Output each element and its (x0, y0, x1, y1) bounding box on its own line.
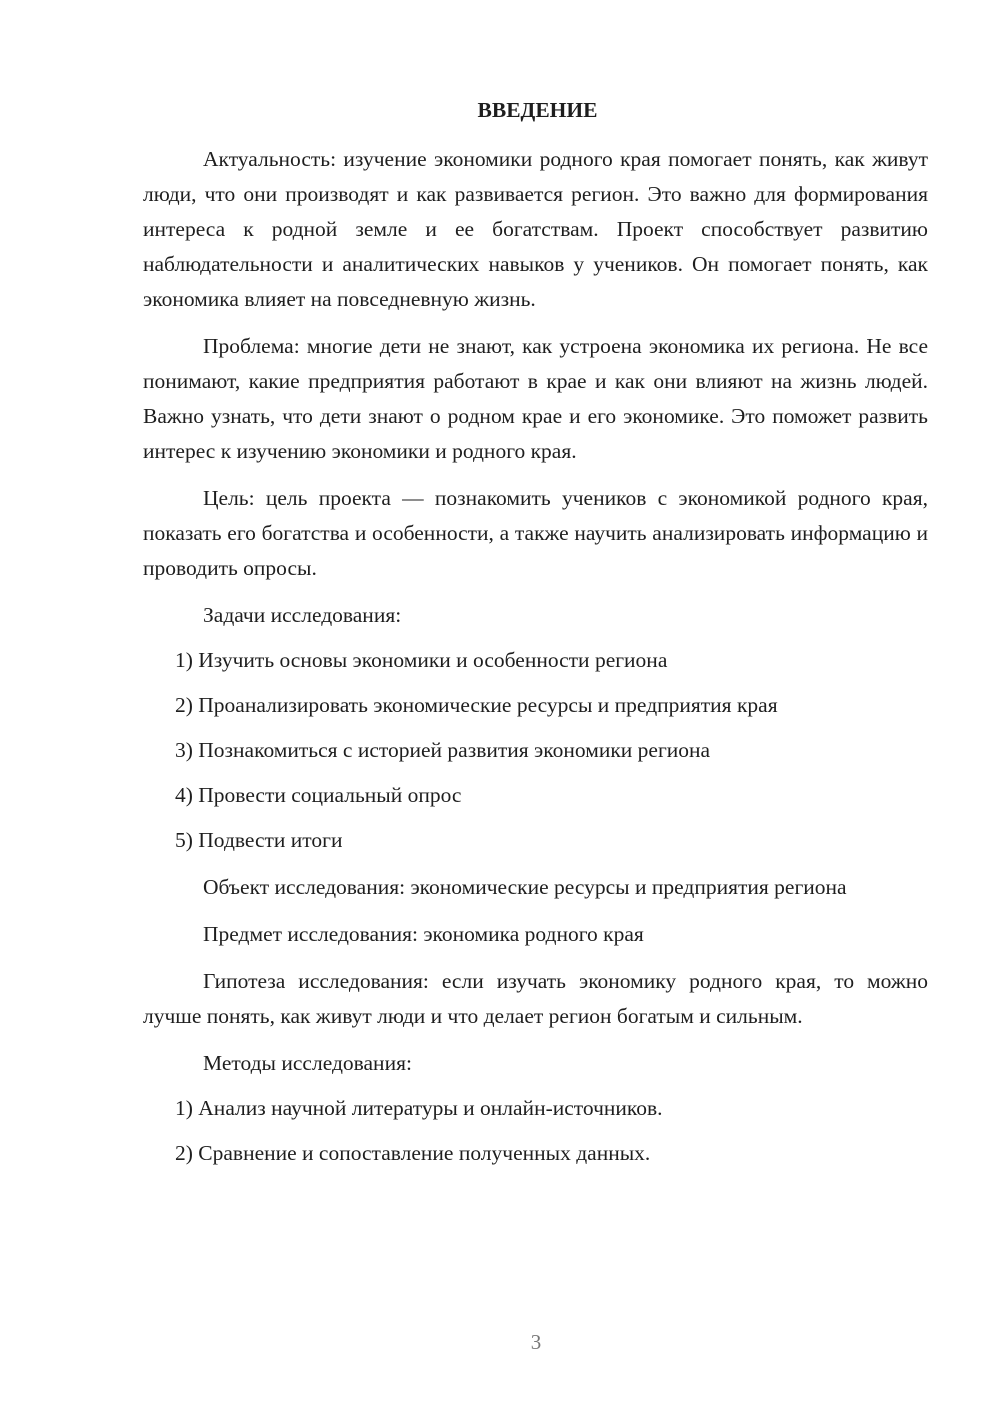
hypothesis-paragraph: Гипотеза исследования: если изучать экономику родного края, то можно лучше понять, как живут люди и что делает регион богатым и сильным. (143, 969, 928, 1028)
task-item: 2) Проанализировать экономические ресурсы и предприятия края (175, 693, 778, 717)
goal-paragraph: Цель: цель проекта — познакомить учеников с экономикой родного края, показать его богатства и особенности, а также научить анализировать информацию и проводить опросы. (143, 486, 928, 580)
page-title: ВВЕДЕНИЕ (477, 98, 598, 122)
task-item: 1) Изучить основы экономики и особенности региона (175, 648, 668, 672)
object-paragraph: Объект исследования: экономические ресурсы и предприятия региона (203, 875, 847, 899)
task-item: 5) Подвести итоги (175, 828, 343, 852)
relevance-paragraph: Актуальность: изучение экономики родного края помогает понять, как живут люди, что они производят и как развивается регион. Это важно для формирования интереса к родной земле и ее богатствам. Проект способствует развитию наблюдательности и аналитических навыков у учеников. Он помогает понять, как экономика влияет на повседневную жизнь. (143, 147, 928, 311)
document-body (143, 93, 928, 1171)
methods-heading: Методы исследования: (203, 1051, 412, 1075)
subject-paragraph: Предмет исследования: экономика родного края (203, 922, 644, 946)
method-item: 1) Анализ научной литературы и онлайн-источников. (175, 1096, 663, 1120)
problem-paragraph: Проблема: многие дети не знают, как устроена экономика их региона. Не все понимают, какие предприятия работают в крае и как они влияют на жизнь людей. Важно узнать, что дети знают о родном крае и его экономике. Это поможет развить интерес к изучению экономики и родного края. (143, 334, 928, 463)
tasks-heading: Задачи исследования: (203, 603, 402, 627)
page-number: 3 (530, 1330, 542, 1354)
task-item: 4) Провести социальный опрос (175, 783, 462, 807)
method-item: 2) Сравнение и сопоставление полученных данных. (175, 1141, 651, 1165)
task-item: 3) Познакомиться с историей развития экономики региона (175, 738, 711, 762)
